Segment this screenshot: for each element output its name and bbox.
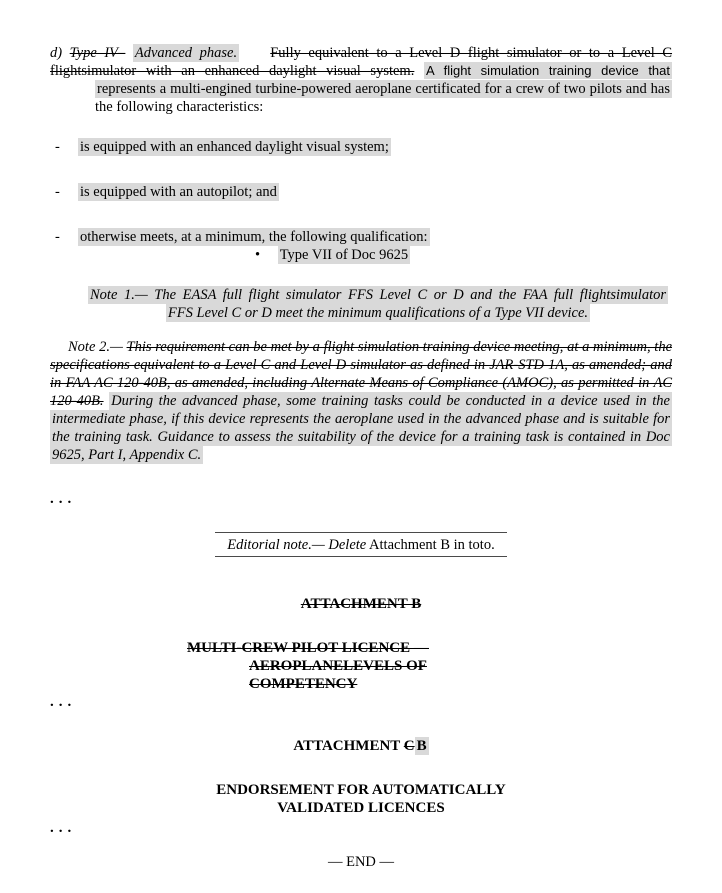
note-1-line1 (88, 286, 668, 304)
deleted-heading-text: COMPETENCY (249, 676, 358, 692)
round-bullet-icon: • (255, 247, 261, 263)
attachment-cb-heading (50, 737, 672, 755)
mcl-heading-line3 (187, 675, 429, 693)
text-following-characteristics: the following characteristics: (95, 99, 264, 115)
list-item (50, 228, 672, 246)
end-marker: — END — (327, 854, 395, 870)
endorsement-line2: VALIDATED LICENCES (277, 800, 445, 816)
inserted-text-fstd: A flight simulation training device that (426, 63, 671, 78)
sub-list-item (255, 246, 672, 264)
note-1-text: FFS Level C or D meet the minimum qualifications of a Type VII device. (167, 305, 589, 321)
mcl-heading-line2 (187, 657, 429, 675)
list-item-text: otherwise meets, at a minimum, the following qualification: (80, 229, 428, 245)
list-label-d: d) (50, 45, 63, 61)
list-item-text: is equipped with an autopilot; and (80, 184, 277, 200)
list-item-text: is equipped with an enhanced daylight visual system; (80, 139, 389, 155)
note-2-label: Note 2.— (68, 339, 123, 355)
deleted-text-fully-equivalent: Fully equivalent to a Level D flight simulator or to a Level C (270, 45, 673, 61)
dash-bullet-icon: - (55, 229, 60, 245)
note-1 (88, 286, 668, 322)
para1-continuation (50, 80, 672, 116)
ellipsis-marker: ... (50, 491, 77, 507)
deleted-text-flightsimulator: flightsimulator with an enhanced daylight visual system. (50, 63, 415, 79)
mcl-heading-line1 (187, 639, 429, 657)
ellipsis-marker: ... (50, 694, 77, 710)
editorial-note-roman: Attachment B in toto. (369, 537, 495, 553)
characteristics-list (50, 138, 672, 264)
endorsement-line1: ENDORSEMENT FOR AUTOMATICALLY (216, 782, 506, 798)
para1-line1 (50, 44, 672, 62)
attachment-b-heading (50, 595, 672, 613)
deleted-letter-c: C (403, 738, 415, 754)
note-2 (50, 338, 672, 464)
attachment-label: ATTACHMENT (293, 738, 401, 754)
dash-bullet-icon: - (55, 139, 60, 155)
sub-list-item-text: Type VII of Doc 9625 (279, 247, 409, 263)
mcl-heading (187, 639, 429, 693)
paragraph-type-iv-advanced-phase (50, 44, 672, 116)
editorial-note-italic: Editorial note.— Delete (227, 537, 367, 553)
list-item (50, 138, 672, 156)
editorial-note-block (50, 532, 672, 557)
note-1-text: Note 1.— The EASA full flight simulator FFS Level C or D and the FAA full flightsimulator (90, 287, 666, 303)
inserted-text-advanced-phase: Advanced phase. (134, 45, 238, 61)
para1-line2 (50, 62, 672, 80)
editorial-note (215, 532, 506, 557)
deleted-text-type-iv: Type IV– (69, 45, 126, 61)
deleted-text-note-2: This requirement can be met by a flight simulation training device meeting, at a minimum, the specifications equivalent to a Level C and Level D simulator as defined in JAR-STD 1A, as amended; and in FAA AC 120-40B, as amended, including Alternate Means of Compliance (AMOC), as permitted in AC 120-40B. (50, 339, 673, 409)
inserted-letter-b: B (416, 738, 427, 754)
note-1-line2 (88, 304, 668, 322)
deleted-heading-text: MULTI-CREW PILOT LICENCE — (187, 640, 429, 656)
dash-bullet-icon: - (55, 184, 60, 200)
endorsement-heading (50, 781, 672, 817)
inserted-text-note-2: During the advanced phase, some training tasks could be conducted in a device used in the intermediate phase, if this device represents the aeroplane used in the advanced phase and is suitable for the training task. Guidance to assess the suitability of the device for a training task is contained in Doc 9625, Part I, Appendix C. (52, 393, 670, 463)
deleted-heading-attachment-b: ATTACHMENT B (300, 596, 422, 612)
inserted-text-represents: represents a multi-engined turbine-powered aeroplane certificated for a crew of two pilots and has (97, 81, 670, 97)
deleted-heading-text: AEROPLANELEVELS OF (249, 658, 427, 674)
ellipsis-marker: ... (50, 820, 77, 836)
list-item (50, 183, 672, 201)
